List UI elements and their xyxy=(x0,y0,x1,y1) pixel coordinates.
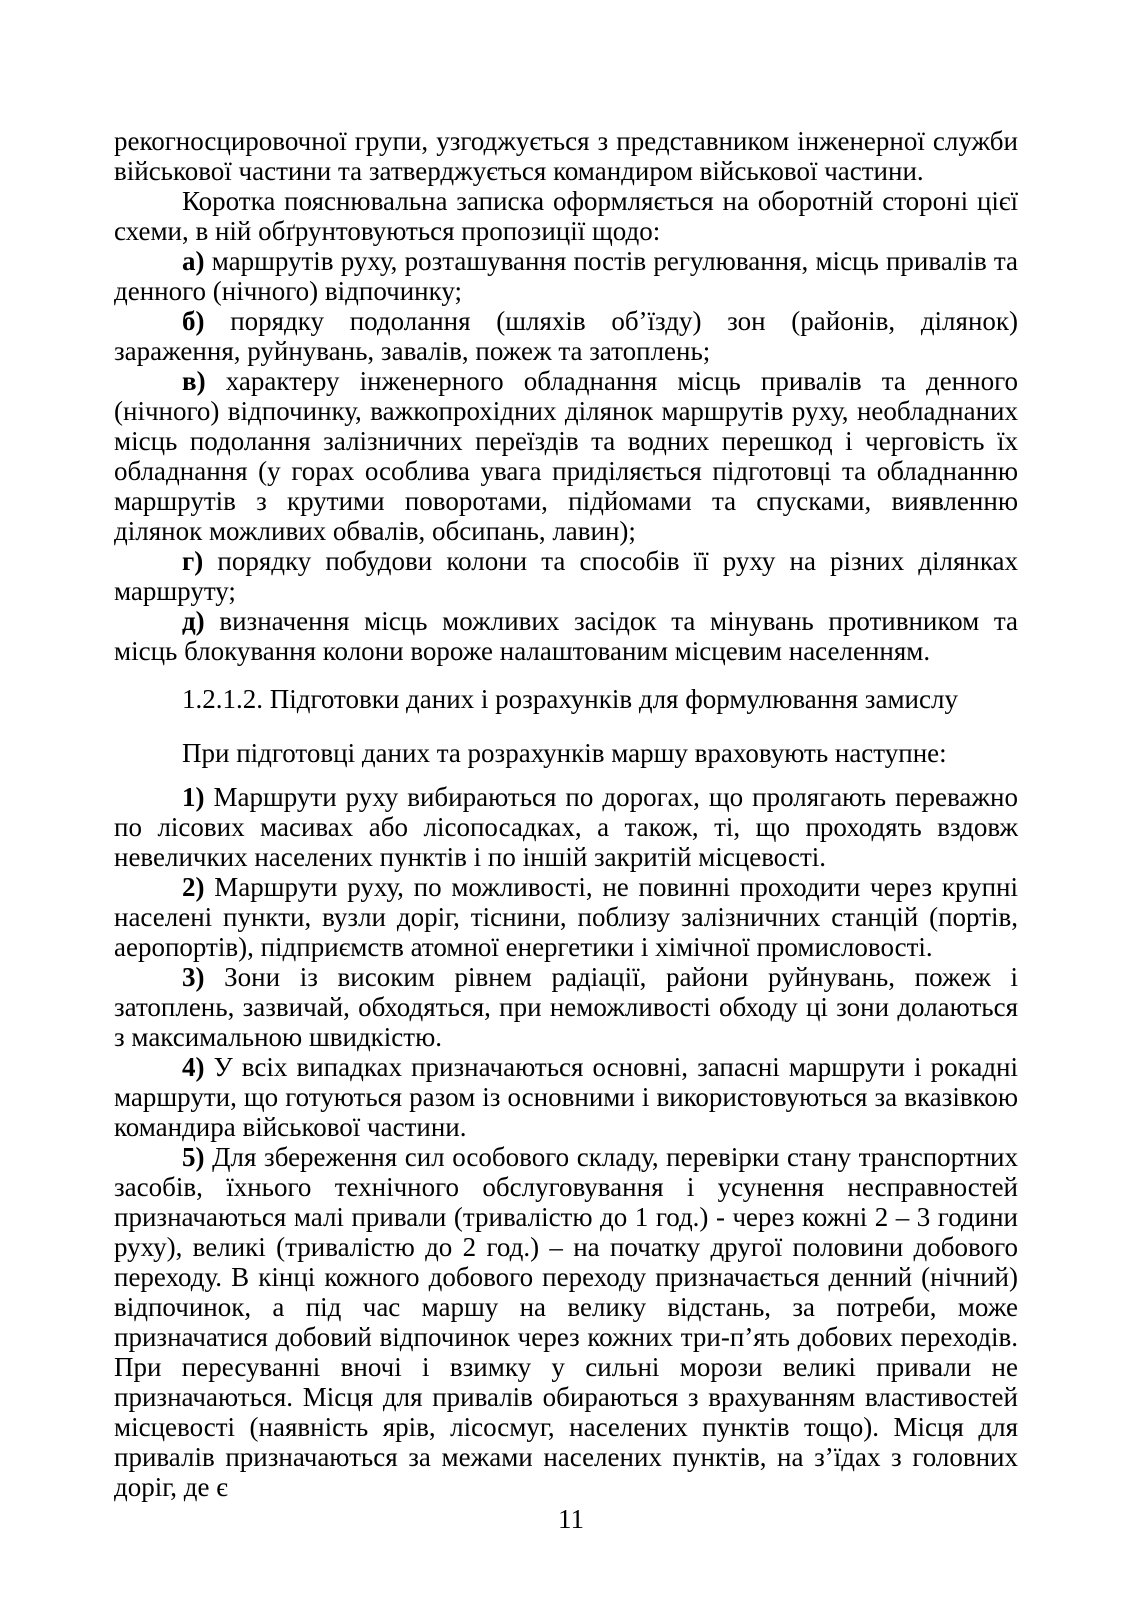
list-item-b-text: порядку подолання (шляхів об’їзду) зон (районів, ділянок) зараження, руйнувань, завалів, пожеж та затоплень; xyxy=(114,306,1019,366)
paragraph-explanatory-note: Коротка пояснювальна записка оформляється на оборотній стороні цієї схеми, в ній обґрунтовуються пропозиції щодо: xyxy=(114,186,1018,246)
list-item-a xyxy=(114,246,1018,306)
numbered-item-3 xyxy=(114,962,1018,1052)
list-marker-a: а) xyxy=(182,246,205,276)
numbered-item-2-text: Маршрути руху, по можливості, не повинні проходити через крупні населені пункти, вузли доріг, тіснини, поблизу залізничних станцій (портів, аеропортів), підприємств атомної енергетики і хімічної промисловості. xyxy=(114,872,1019,962)
list-item-h-text: порядку побудови колони та способів її руху на різних ділянках маршруту; xyxy=(114,546,1019,606)
numbered-marker-1: 1) xyxy=(182,782,205,812)
list-item-v xyxy=(114,366,1018,546)
paragraph-intro: При підготовці даних та розрахунків маршу враховують наступне: xyxy=(182,738,947,768)
list-marker-v: в) xyxy=(182,366,206,396)
page-number: 11 xyxy=(558,1504,584,1534)
numbered-item-2 xyxy=(114,872,1018,962)
list-marker-b: б) xyxy=(182,306,205,336)
list-item-d-text: визначення місць можливих засідок та мінувань противником та місць блокування колони вороже налаштованим місцевим населенням. xyxy=(114,606,1019,666)
numbered-marker-3: 3) xyxy=(182,962,205,992)
numbered-item-5 xyxy=(114,1142,1018,1502)
list-item-a-text: маршрутів руху, розташування постів регулювання, місць привалів та денного (нічного) відпочинку; xyxy=(114,246,1019,306)
list-item-v-text: характеру інженерного обладнання місць привалів та денного (нічного) відпочинку, важкопрохідних ділянок маршрутів руху, необладнаних місць подолання залізничних переїздів та водних перешкод і черговість їх обладнання (у горах особлива увага приділяється підготовці та обладнанню маршрутів з крутими поворотами, підйомами та спусками, виявленню ділянок можливих обвалів, обсипань, лавин); xyxy=(114,366,1018,546)
numbered-marker-2: 2) xyxy=(182,872,205,902)
list-marker-h: г) xyxy=(182,546,204,576)
text-block xyxy=(114,126,1018,1502)
list-marker-d: д) xyxy=(182,606,205,636)
numbered-marker-5: 5) xyxy=(182,1142,205,1172)
list-item-h xyxy=(114,546,1018,606)
paragraph-continuation: рекогносцировочної групи, узгоджується з представником інженерної служби військової частини та затверджується командиром військової частини. xyxy=(114,126,1018,186)
list-item-d xyxy=(114,606,1018,666)
numbered-item-1-text: Маршрути руху вибираються по дорогах, що пролягають переважно по лісових масивах або лісопосадках, а також, ті, що проходять вздовж невеличких населених пунктів і по іншій закритій місцевості. xyxy=(114,782,1018,872)
list-item-b xyxy=(114,306,1018,366)
numbered-item-4 xyxy=(114,1052,1018,1142)
numbered-item-3-text: Зони із високим рівнем радіації, райони руйнувань, пожеж і затоплень, зазвичай, обходяться, при неможливості обходу ці зони долаються з максимальною швидкістю. xyxy=(114,962,1018,1052)
numbered-item-1 xyxy=(114,782,1018,872)
numbered-marker-4: 4) xyxy=(182,1052,205,1082)
section-heading: 1.2.1.2. Підготовки даних і розрахунків для формулювання замислу xyxy=(182,684,958,714)
numbered-item-4-text: У всіх випадках призначаються основні, запасні маршрути і рокадні маршрути, що готуються разом із основними і використовуються за вказівкою командира військової частини. xyxy=(114,1052,1019,1142)
numbered-item-5-text: Для збереження сил особового складу, перевірки стану транспортних засобів, їхнього технічного обслуговування і усунення несправностей призначаються малі привали (тривалістю до 1 год.) - через кожні 2 – 3 години руху), великі (тривалістю до 2 год.) – на початку другої половини добового переходу. В кінці кожного добового переходу призначається денний (нічний) відпочинок, а під час маршу на велику відстань, за потреби, може призначатися добовий відпочинок через кожних три-п’ять добових переходів. При пересуванні вночі і взимку у сильні морози великі привали не призначаються. Місця для привалів обираються з врахуванням властивостей місцевості (наявність ярів, лісосмуг, населених пунктів тощо). Місця для привалів призначаються за межами населених пунктів, на з’їдах з головних доріг, де є xyxy=(114,1142,1018,1502)
